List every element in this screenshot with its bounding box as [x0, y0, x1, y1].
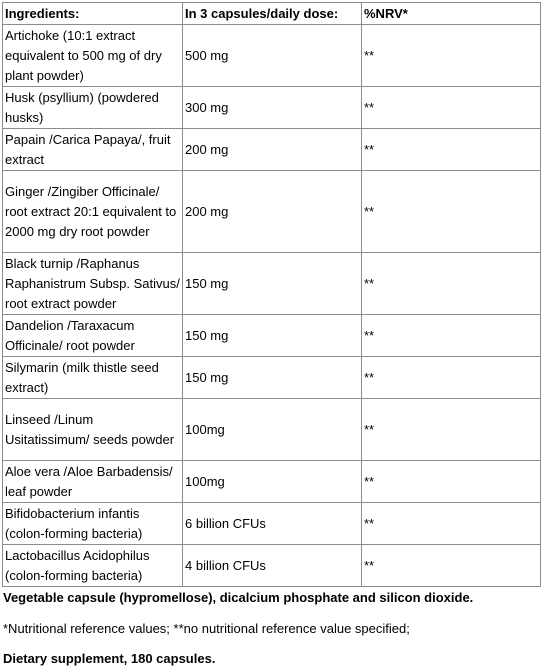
ingredients-table [2, 2, 541, 587]
ingredient-cell: Black turnip /Raphanus Raphanistrum Subsp. Sativus/ root extract powder [3, 253, 183, 315]
dose-header: In 3 capsules/daily dose: [183, 3, 362, 25]
table-row [3, 461, 541, 503]
nrv-cell: ** [362, 461, 541, 503]
supplement-note: Dietary supplement, 180 capsules. [3, 651, 216, 666]
nrv-cell: ** [362, 399, 541, 461]
table-row [3, 545, 541, 587]
ingredient-cell: Aloe vera /Aloe Barbadensis/ leaf powder [3, 461, 183, 503]
dose-cell: 150 mg [183, 315, 362, 357]
dose-cell: 200 mg [183, 129, 362, 171]
ingredient-cell: Ginger /Zingiber Officinale/ root extract 20:1 equivalent to 2000 mg dry root powder [3, 171, 183, 253]
nrv-header: %NRV* [362, 3, 541, 25]
table-header-row [3, 3, 541, 25]
dose-cell: 500 mg [183, 25, 362, 87]
nrv-cell: ** [362, 25, 541, 87]
table-row [3, 129, 541, 171]
nrv-cell: ** [362, 315, 541, 357]
table-row [3, 503, 541, 545]
ingredient-cell: Linseed /Linum Usitatissimum/ seeds powder [3, 399, 183, 461]
table-row [3, 25, 541, 87]
ingredient-cell: Papain /Carica Papaya/, fruit extract [3, 129, 183, 171]
nrv-footnote: *Nutritional reference values; **no nutritional reference value specified; [3, 621, 410, 636]
ingredients-header: Ingredients: [3, 3, 183, 25]
dose-cell: 150 mg [183, 253, 362, 315]
ingredient-cell: Silymarin (milk thistle seed extract) [3, 357, 183, 399]
table-row [3, 399, 541, 461]
nrv-cell: ** [362, 171, 541, 253]
nrv-cell: ** [362, 503, 541, 545]
capsule-composition-note: Vegetable capsule (hypromellose), dicalcium phosphate and silicon dioxide. [3, 590, 474, 605]
ingredient-cell: Artichoke (10:1 extract equivalent to 500 mg of dry plant powder) [3, 25, 183, 87]
nrv-cell: ** [362, 357, 541, 399]
table-row [3, 315, 541, 357]
dose-cell: 4 billion CFUs [183, 545, 362, 587]
dose-cell: 150 mg [183, 357, 362, 399]
table-row [3, 171, 541, 253]
ingredient-cell: Bifidobacterium infantis (colon-forming bacteria) [3, 503, 183, 545]
ingredient-cell: Dandelion /Taraxacum Officinale/ root powder [3, 315, 183, 357]
ingredient-cell: Husk (psyllium) (powdered husks) [3, 87, 183, 129]
table-row [3, 87, 541, 129]
dose-cell: 6 billion CFUs [183, 503, 362, 545]
nrv-cell: ** [362, 253, 541, 315]
nrv-cell: ** [362, 545, 541, 587]
nrv-cell: ** [362, 87, 541, 129]
dose-cell: 300 mg [183, 87, 362, 129]
dose-cell: 200 mg [183, 171, 362, 253]
table-row [3, 253, 541, 315]
dose-cell: 100mg [183, 399, 362, 461]
nrv-cell: ** [362, 129, 541, 171]
dose-cell: 100mg [183, 461, 362, 503]
ingredient-cell: Lactobacillus Acidophilus (colon-forming bacteria) [3, 545, 183, 587]
table-row [3, 357, 541, 399]
